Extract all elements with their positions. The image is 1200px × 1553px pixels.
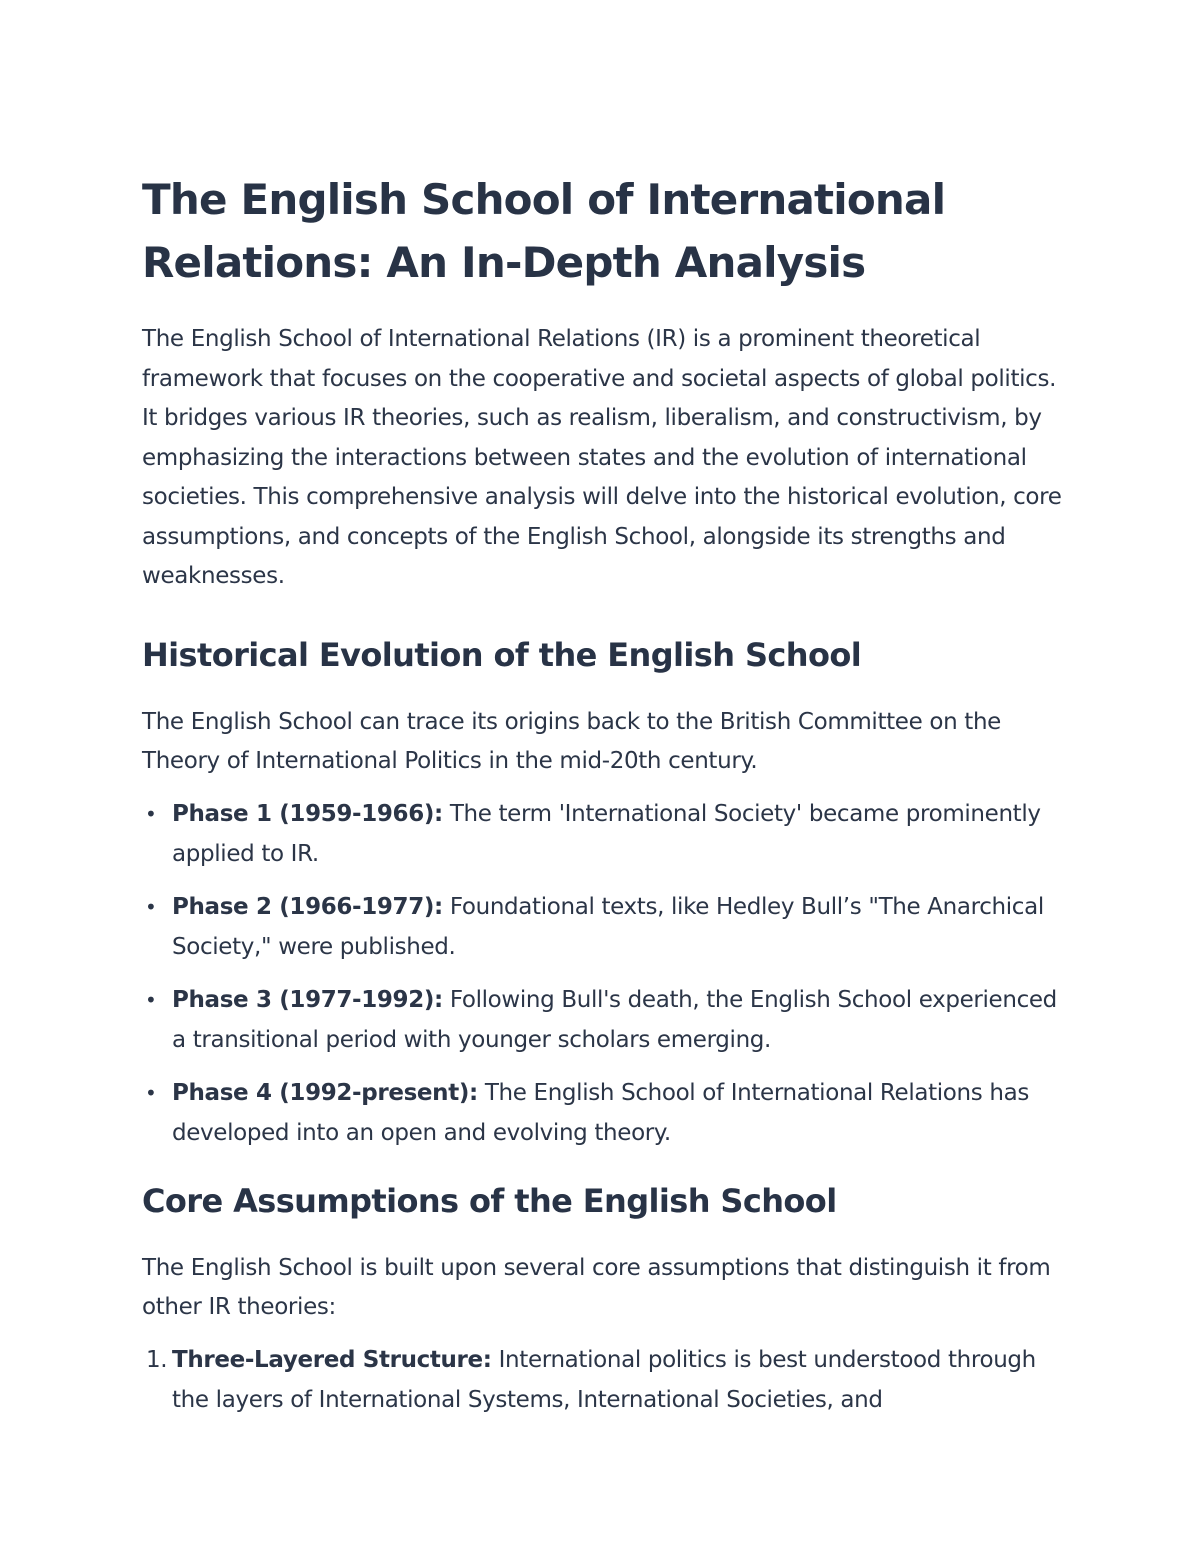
phase-label: Phase 4 (1992-present): — [172, 1079, 478, 1106]
list-item — [142, 1073, 1072, 1153]
intro-paragraph: The English School of International Relations (IR) is a prominent theoretical framework that focuses on the cooperative and societal aspects of global politics. It bridges various IR theories, such as realism, liberalism, and constructivism, by emphasizing the interactions between states and the evolution of international societies. This comprehensive analysis will delve into the historical evolution, core assumptions, and concepts of the English School, alongside its strengths and weaknesses. — [142, 326, 1062, 589]
phase-label: Phase 3 (1977-1992): — [172, 986, 443, 1013]
assumption-text: International politics is best understood through the layers of International Systems, International Societies, and — [172, 1346, 1036, 1413]
historical-heading: Historical Evolution of the English School — [142, 635, 862, 674]
list-item — [142, 1340, 1072, 1420]
core-paragraph: The English School is built upon several core assumptions that distinguish it from other IR theories: — [142, 1254, 1051, 1320]
document-title: The English School of International Relations: An In-Depth Analysis — [142, 175, 946, 287]
phases-list — [142, 794, 1072, 1153]
bullet-icon: • — [145, 987, 157, 1012]
assumption-label: Three-Layered Structure: — [172, 1346, 492, 1373]
phase-text: The term 'International Society' became prominently applied to IR. — [172, 800, 1041, 867]
phase-label: Phase 1 (1959-1966): — [172, 800, 443, 827]
list-number: 1. — [146, 1346, 168, 1373]
list-item — [142, 794, 1072, 874]
list-item — [142, 980, 1072, 1060]
phase-text: Following Bull's death, the English School experienced a transitional period with younger scholars emerging. — [172, 986, 1057, 1053]
bullet-icon: • — [145, 801, 157, 826]
historical-paragraph: The English School can trace its origins back to the British Committee on the Theory of International Politics in the mid-20th century. — [142, 708, 1001, 774]
phase-text: Foundational texts, like Hedley Bull’s "The Anarchical Society," were published. — [172, 893, 1044, 960]
bullet-icon: • — [145, 1080, 157, 1105]
assumptions-list — [142, 1340, 1072, 1420]
phase-text: The English School of International Relations has developed into an open and evolving theory. — [172, 1079, 1029, 1146]
core-assumptions-heading: Core Assumptions of the English School — [142, 1181, 837, 1220]
bullet-icon: • — [145, 894, 157, 919]
phase-label: Phase 2 (1966-1977): — [172, 893, 443, 920]
list-item — [142, 887, 1072, 967]
document-page — [142, 168, 1072, 1420]
